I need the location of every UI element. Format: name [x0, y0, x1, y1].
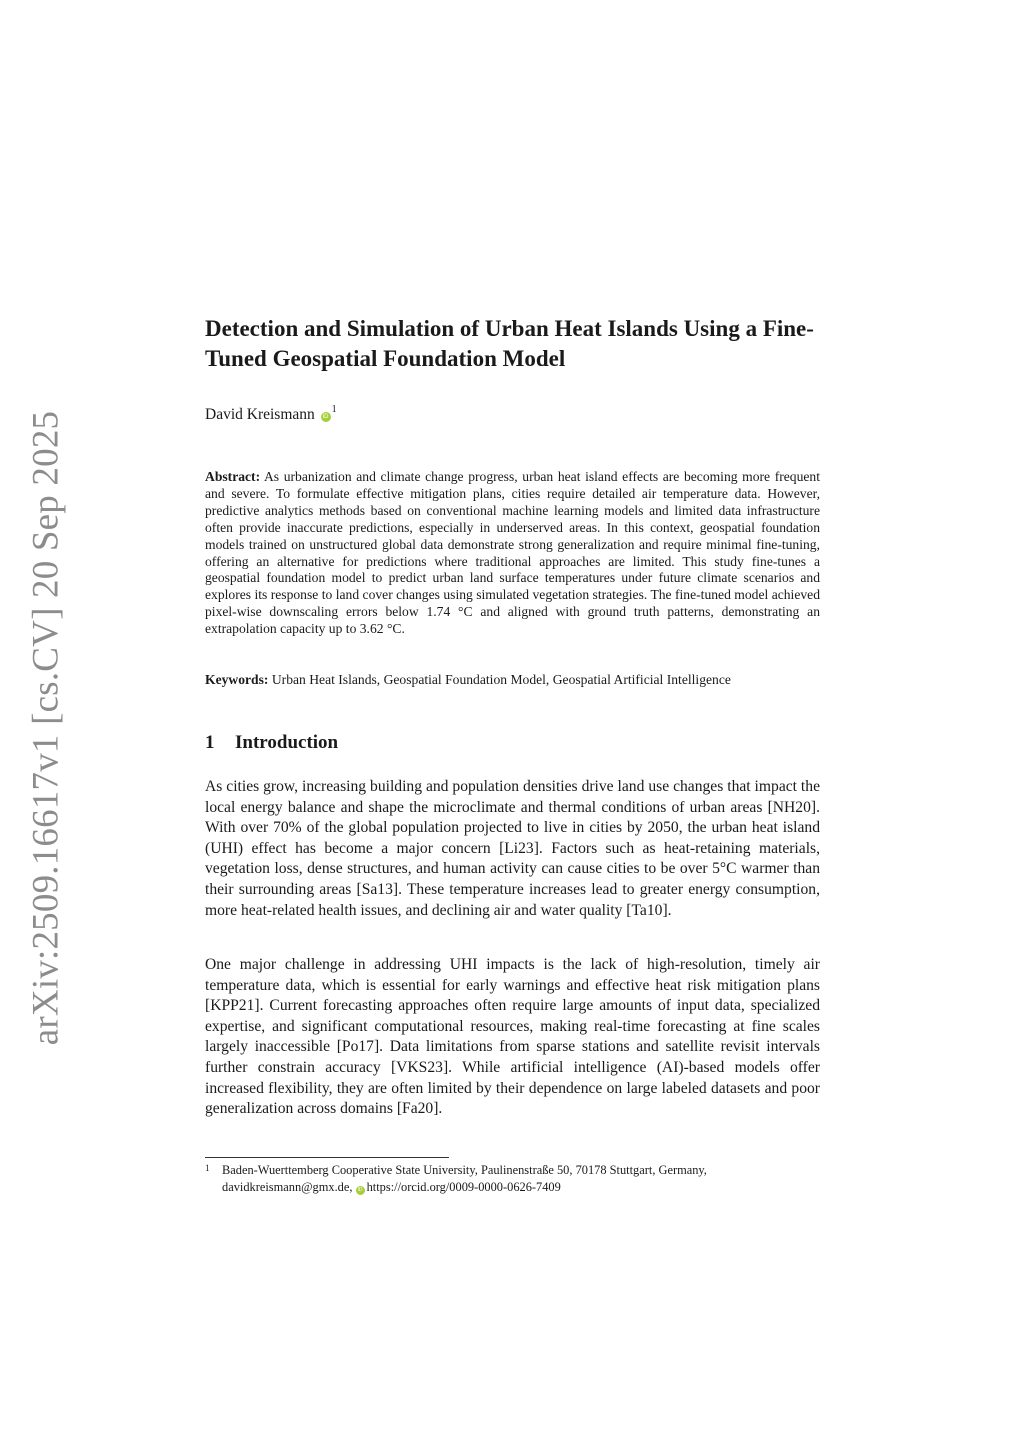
abstract [205, 469, 820, 638]
footnote-orcid-link[interactable]: https://orcid.org/0009-0000-0626-7409 [366, 1180, 561, 1194]
orcid-icon: iD [356, 1186, 365, 1195]
arxiv-identifier[interactable]: arXiv:2509.16617v1 [cs.CV] 20 Sep 2025 [25, 410, 67, 1046]
affiliation-mark: 1 [331, 404, 337, 415]
keywords [205, 671, 820, 688]
intro-paragraph-2: One major challenge in addressing UHI impacts is the lack of high-resolution, timely air temperature data, which is essential for early warnings and effective heat risk mitigation plans [KPP21]. Current forecasting approaches often require large amounts of input data, specialized expertise, and significant computational resources, making real-time forecasting at fine scales largely inaccessible [Po17]. Data limitations from sparse stations and satellite revisit intervals further constrain accuracy [VKS23]. While artificial intelligence (AI)-based models offer increased flexibility, they are often limited by their dependence on large labeled datasets and poor generalization across domains [Fa20]. [205, 956, 820, 1118]
section-heading-introduction [205, 731, 338, 755]
keywords-text: Urban Heat Islands, Geospatial Foundation Model, Geospatial Artificial Intelligence [271, 672, 731, 687]
footnote-divider [205, 1157, 449, 1158]
intro-paragraph-1: As cities grow, increasing building and population densities drive land use changes that impact the local energy balance and shape the microclimate and thermal conditions of urban areas [NH20]. With over 70% of the global population projected to live in cities by 2050, the urban heat island (UHI) effect has become a major concern [Li23]. Factors such as heat-retaining materials, vegetation loss, dense structures, and human activity can cause cities to be over 5°C warmer than their surrounding areas [Sa13]. These temperature increases lead to greater energy consumption, more heat-related health issues, and declining air and water quality [Ta10]. [205, 778, 820, 919]
footnote-mark: 1 [205, 1163, 210, 1173]
author-line [205, 400, 337, 425]
author-name: David Kreismann [205, 406, 315, 423]
footnote [205, 1162, 820, 1196]
keywords-label: Keywords: [205, 672, 269, 687]
footnote-email[interactable]: davidkreismann@gmx.de, [222, 1180, 353, 1194]
footnote-contact-line [222, 1179, 820, 1196]
section-title: Introduction [235, 732, 339, 753]
abstract-text: As urbanization and climate change progress, urban heat island effects are becoming more frequent and severe. To formulate effective mitigation plans, cities require detailed air temperature data. However, predictive analytics methods based on conventional machine learning models and limited data infrastructure often provide inaccurate predictions, especially in underserved areas. In this context, geospatial foundation models trained on unstructured global data demonstrate strong generalization and require minimal fine-tuning, offering an alternative for predictions where traditional approaches are limited. This study fine-tunes a geospatial foundation model to predict urban land surface temperatures under future climate scenarios and explores its response to land cover changes using simulated vegetation strategies. The fine-tuned model achieved pixel-wise downscaling errors below 1.74 °C and aligned with ground truth patterns, demonstrating an extrapolation capacity up to 3.62 °C. [205, 469, 820, 637]
section-number: 1 [205, 732, 215, 753]
footnote-affiliation: Baden-Wuerttemberg Cooperative State University, Paulinenstraße 50, 70178 Stuttgart, Germany, [222, 1163, 707, 1177]
orcid-icon[interactable]: iD [321, 412, 331, 422]
paper-title: Detection and Simulation of Urban Heat Islands Using a Fine-Tuned Geospatial Foundation Model [205, 316, 814, 371]
abstract-label: Abstract: [205, 469, 261, 484]
